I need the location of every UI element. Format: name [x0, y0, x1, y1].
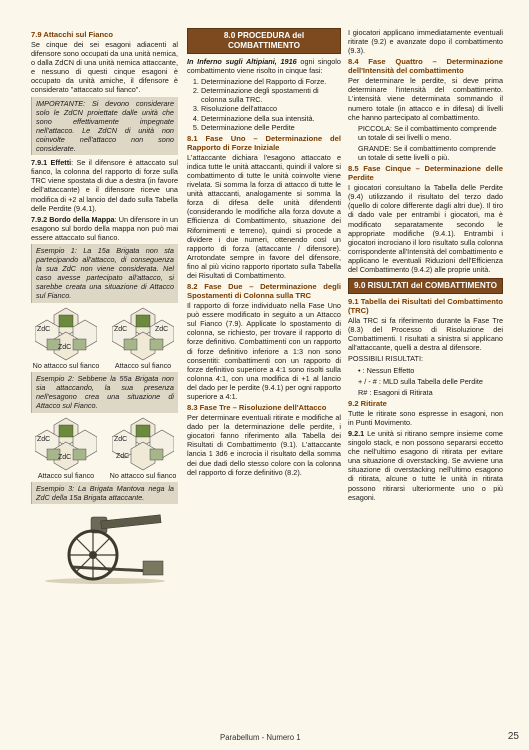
section-8-0-band: 8.0 PROCEDURA del COMBATTIMENTO: [187, 28, 341, 54]
phase-list-item: 1. Determinazione del Rapporto di Forze.: [201, 77, 341, 86]
section-8-5-title: 8.5 Fase Cinque – Determinazione delle Perdite: [348, 164, 503, 183]
svg-text:ZdC: ZdC: [114, 325, 128, 333]
section-8-3-text: Per determinare eventuali ritirate e modifiche al dado per la determinazione delle perdite, i giocatori fanno riferimento alla Tabella dei Risultati di Combattimento (9.1). L'attaccante lancia 1 3d6 e incrocia il risultato della somma dei due dadi dello stesso colore con la colonna del rapporto di forze definitivo (8.2).: [187, 413, 341, 477]
phase-list: [187, 77, 341, 132]
section-8-4-text: Per determinare le perdite, si deve prima determinare l'intensità del combattimento. L'intensità viene determinata sommando il numero totale (in attacco e in difesa) di livelli che hanno partecipato al combattimento.: [348, 76, 503, 122]
svg-text:ZdC: ZdC: [116, 452, 130, 460]
svg-text:ZdC: ZdC: [58, 343, 72, 351]
important-box: IMPORTANTE: Si devono considerare solo le ZdCN proiettate dalle unità che sono effettivamente impegnate nell'attacco. Le ZdCN di unità non coinvolte nell'attacco non sono considerate.: [31, 97, 178, 156]
section-8-5-text: I giocatori consultano la Tabella delle Perdite (9.4) utilizzando il risultato del terzo dado (quello di colore differente dagli altri due). Il tiro di dado vale per entrambi i giocatori, ma è modificato separatamente secondo le appropriate modifiche (9.4.1). Entrambi i giocatori incrociano il loro risultato sulla colonna corrispondente all'Intensità del combattimento e applicano le eventuali Riduzioni dell'Efficienza del Combattimento (9.4.2) alle proprie unità.: [348, 183, 503, 274]
top-continued-text: I giocatori applicano immediatamente eventuali ritirate (9.2) e avanzate dopo il combattimento (9.3).: [348, 28, 503, 56]
section-7-9-text: Se cinque dei sei esagoni adiacenti al difensore sono occupati da una unità nemica, o dalla ZdCN di una unità nemica attaccante, e nessuno di questi cinque esagoni è occupato da unità amiche, il difensore è considerato "attaccato sul fianco".: [31, 40, 178, 95]
figure-2b-caption: No attacco sul fianco: [109, 470, 177, 480]
section-8-4-title: 8.4 Fase Quattro – Determinazione dell'Intensità del combattimento: [348, 57, 503, 76]
example-3: Esempio 3: La Brigata Mantova nega la ZdC della 15a Brigata attaccante.: [31, 482, 178, 504]
section-9-2-1-label: 9.2.1: [348, 429, 365, 438]
possible-results-label: POSSIBILI RISULTATI:: [348, 354, 424, 364]
section-7-9-2: [31, 215, 178, 242]
intensity-grande: GRANDE: Se il combattimento comprende un totale di sette livelli o più.: [358, 143, 496, 163]
hex-diagram-icon: [35, 416, 97, 472]
section-7-9-1: [31, 158, 178, 213]
result-mld: + / - # : MLD sulla Tabella delle Perdite: [358, 376, 483, 386]
hex-diagram-icon: [112, 306, 174, 362]
phase-list-item: 3. Risoluzione dell'attacco: [201, 104, 341, 113]
artillery-cannon-icon: [31, 507, 178, 585]
section-9-1-title: 9.1 Tabella dei Risultati del Combattimento (TRC): [348, 297, 503, 316]
section-9-2-title: 9.2 Ritirate: [348, 398, 387, 408]
section-7-9-1-text: : Se il difensore è attaccato sul fianco, la colonna del rapporto di forze sulla TRC viene spostata di due a destra (in favore dell'attaccante) e il difensore riceve una modifica di +2 al lancio del dado sulla Tabella delle Perdite (9.4.1).: [31, 158, 178, 213]
phase-list-item: 4. Determinazione della sua intensità.: [201, 114, 341, 123]
figure-2b: [108, 416, 178, 481]
column-right: [348, 28, 503, 504]
section-8-3-title: 8.3 Fase Tre – Risoluzione dell'Attacco: [187, 403, 327, 413]
example-1: Esempio 1: La 15a Brigata non sta partecipando all'attacco, di conseguenza la sua ZdC non viene considerata. Nel caso avesse partecipato all'attacco, si sarebbe creata una situazione di Attacco sul Fianco.: [31, 244, 178, 303]
figure-2: [31, 416, 178, 481]
hex-diagram-icon: [112, 416, 174, 472]
section-8-1-title: 8.1 Fase Uno – Determinazione del Rapporto di Forze Iniziale: [187, 133, 341, 152]
column-middle: [187, 28, 341, 479]
section-9-2-text: Tutte le ritirate sono espresse in esagoni, non in Punti Movimento.: [348, 408, 503, 427]
section-7-9-1-label: 7.9.1 Effetti: [31, 158, 72, 168]
section-8-1-text: L'attaccante dichiara l'esagono attaccato e indica tutte le unità attaccanti, quindi il valore si combattimento di tutte le unità coinvolte viene rivelata. Si somma la forza di attacco di tutte le unità attaccanti, analogamente si somma la forza di difesa delle unità difendenti (considerando le modifiche alla forza dovute a Efficienza di Combattimento, situazione dei Rifornimenti e terreno), quindi si procede a dividere i due numeri, ottenendo così un rapporto di forza (attaccante / difensore). Arrotondate sempre in favore del difensore, fino al più vicino rapporto riportato sulla Tabella dei Risultati di Combattimento.: [187, 152, 341, 280]
section-9-1-text: Alla TRC si fa riferimento durante la Fase Tre (8.3) del Processo di Risoluzione dei Combattimenti. I risultati a sinistra si applicano all'attaccante, quelli a destra al difensore.: [348, 316, 503, 353]
figure-2a-caption: Attacco sul fianco: [37, 470, 95, 480]
figure-1a-caption: No attacco sul fianco: [32, 360, 100, 370]
figure-1: [31, 306, 178, 371]
section-8-2-title: 8.2 Fase Due – Determinazione degli Spostamenti di Colonna sulla TRC: [187, 282, 341, 301]
svg-text:ZdC: ZdC: [37, 435, 51, 443]
phase-list-item: 2. Determinazione degli spostamenti di colonna sulla TRC.: [201, 86, 341, 104]
svg-text:ZdC: ZdC: [58, 453, 72, 461]
example-2: Esempio 2: Sebbene la 55a Brigata non sia attaccando, la sua presenza nell'esagono crea una situazione di Attacco sul Fianco.: [31, 372, 178, 412]
section-9-2-1: [348, 429, 503, 502]
phase-list-item: 5. Determinazione delle Perdite: [201, 123, 341, 132]
figure-1b: [108, 306, 178, 371]
figure-1b-caption: Attacco sul fianco: [114, 360, 172, 370]
column-left: [31, 28, 178, 585]
svg-text:ZdC: ZdC: [155, 325, 169, 333]
section-8-0-intro: [187, 57, 341, 75]
section-9-0-band: 9.0 RISULTATI del COMBATTIMENTO: [348, 278, 503, 294]
section-8-2-text: Il rapporto di forze individuato nella Fase Uno può essere modificato in seguito a un Attacco sul Fianco (7.9). Applicate lo spostamento di colonna, se richiesto, per trovare il rapporto di forze definitivo. Combattimenti con un rapporto di forze definitivo inferiore a 1:3 non sono consentiti: combattimenti con un rapporto di forze definitivo superiore a 4:1 sono risolti sulla colonna 4:1, con una modifica di +1 al lancio del dado per le perdite (9.4.1) per ogni rapporto superiore a 4:1.: [187, 301, 341, 401]
svg-text:ZdC: ZdC: [37, 325, 51, 333]
section-7-9-title: 7.9 Attacchi sul Fianco: [31, 30, 114, 39]
section-8-0-intro-bold: In Inferno sugli Altipiani, 1916: [187, 57, 297, 66]
section-7-9-2-label: 7.9.2 Bordo della Mappa: [31, 214, 115, 224]
figure-1a: [31, 306, 101, 371]
figure-2a: [31, 416, 101, 481]
hex-diagram-icon: [35, 306, 97, 362]
footer-title: Parabellum - Numero 1: [220, 733, 301, 742]
result-no-effect: • : Nessun Effetto: [358, 365, 415, 375]
svg-text:ZdC: ZdC: [114, 435, 128, 443]
section-8-0-intro-text: ogni singolo combattimento viene risolto in cinque fasi:: [187, 57, 341, 76]
section-9-2-1-text: Le unità si ritirano sempre insieme come singolo stack, e non possono separarsi eccetto che nell'ultimo esagono di ritirata per evitare una situazione di overstacking. Se avviene una situazione di overstacking nell'ultimo esagono di ritirata, alcune o tutte le unità in ritirata possono ritirarsi ulteriormente uno o più esagoni.: [348, 429, 503, 502]
intensity-piccola: PICCOLA: Se il combattimento comprende un totale di sei livelli o meno.: [358, 123, 497, 142]
section-7-9-2-text: : Un difensore in un esagono sul bordo della mappa non può mai essere attaccato sul fianco.: [31, 214, 179, 242]
page-number: 25: [507, 731, 519, 742]
result-retreat: R# : Esagoni di Ritirata: [358, 387, 433, 397]
